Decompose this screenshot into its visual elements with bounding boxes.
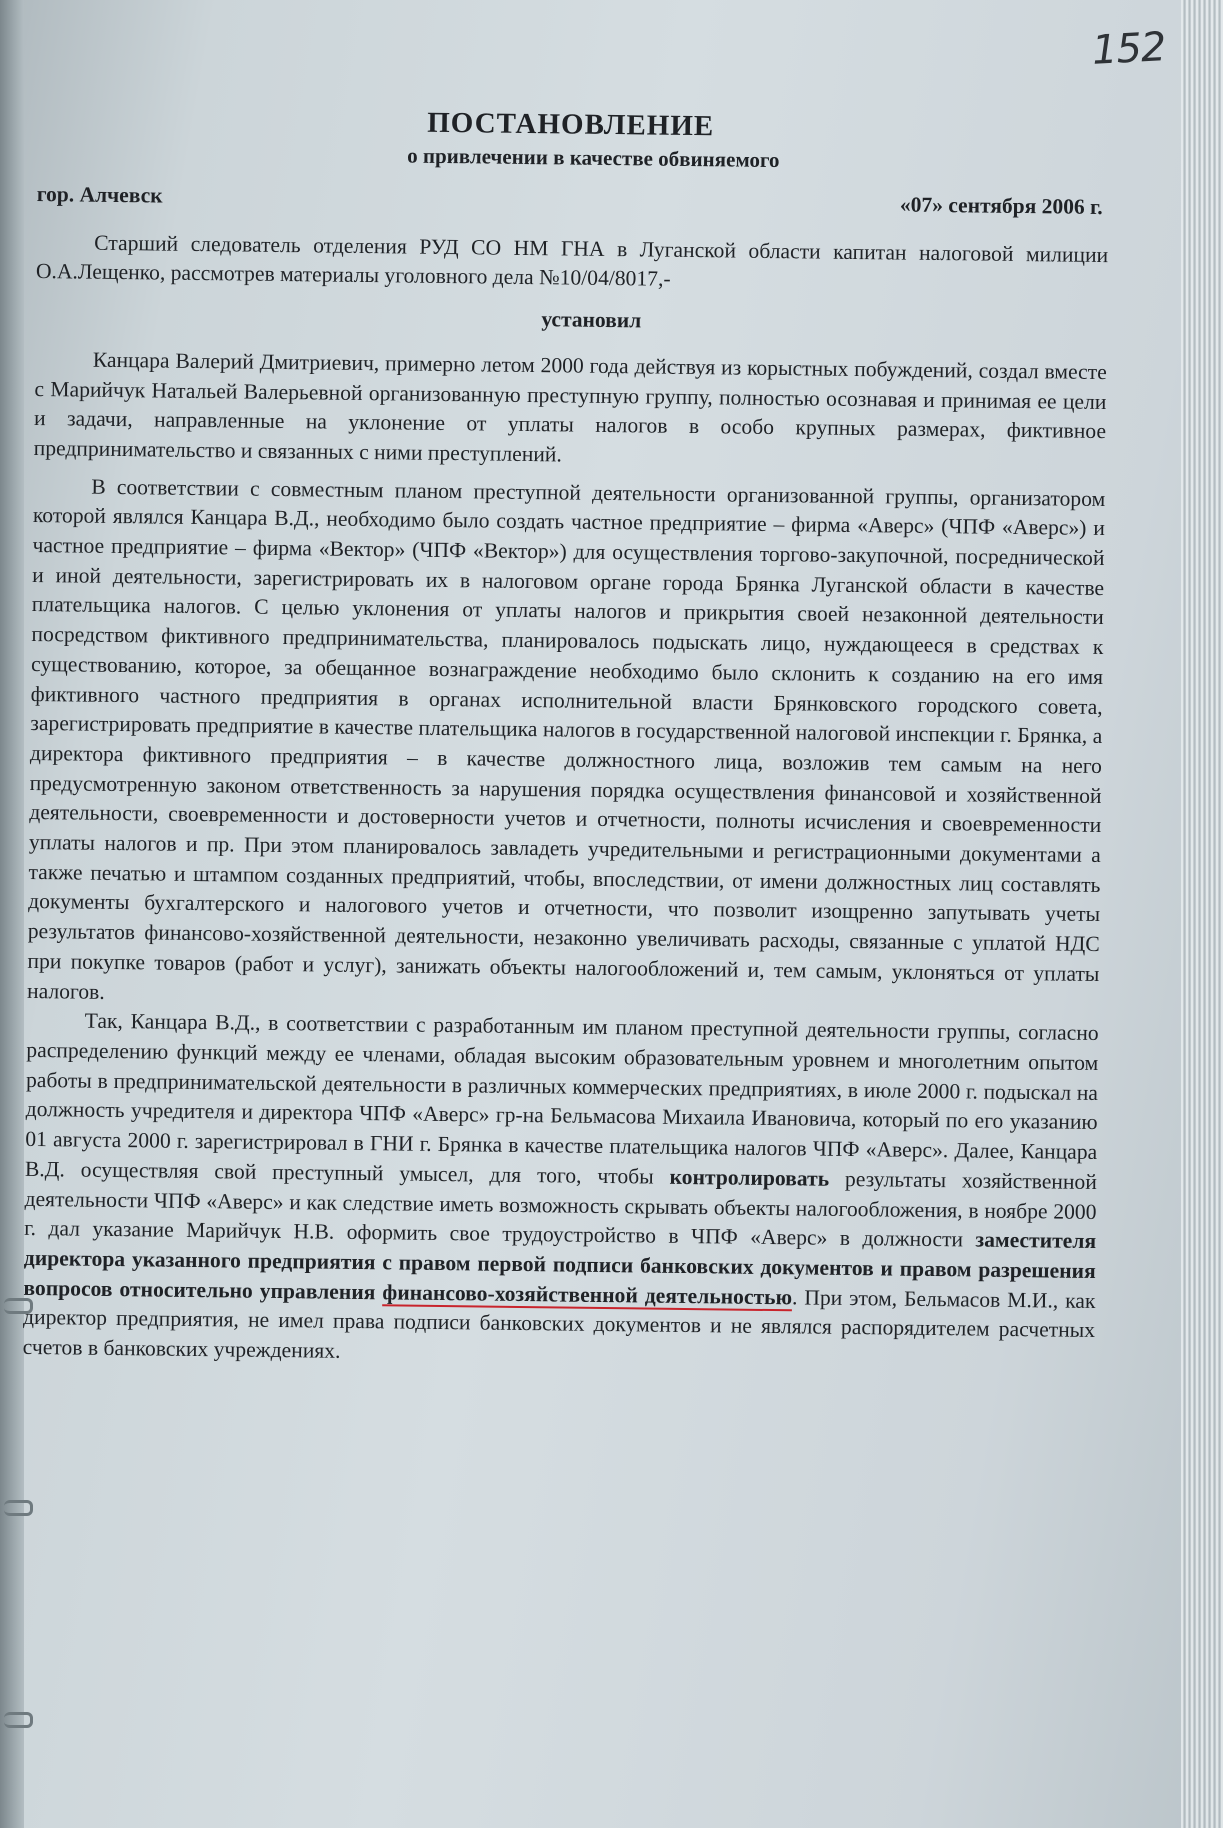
paragraph-2: В соответствии с совместным планом преступной деятельности организованной группы, организатором которой являлся Канцара В.Д., необходимо было создать частное предприятие – фирма «Аверс» (ЧПФ «Аверс») и частное предприятие – фирма «Вектор» (ЧПФ «Вектор») для осуществления торгово-закупочной, посреднической и иной деятельности, зарегистрировать их в налоговом органе города Брянка Луганской области в качестве плательщика налогов. С целью уклонения от уплаты налогов и прикрытия своей незаконной деятельности посредством фиктивного предпринимательства, планировалось подыскать лицо, нуждающееся в средствах к существованию, которое, за обещанное вознаграждение необходимо было склонить к созданию на его имя фиктивного частного предприятия в органах исполнительной власти Брянковского городского совета, зарегистрировать предприятие в качестве плательщика налогов в государственной налоговой инспекции г. Брянка, а директора фиктивного предприятия – в качестве должностного лица, возложив тем самым на него предусмотренную законом ответственность за нарушения порядка осуществления финансовой и хозяйственной деятельности, своевременности и достоверности учетов и отчетности, полноты исчисления и своевременности уплаты налогов и пр. При этом планировалось завладеть учредительными и регистрационными документами а также печатью и штампом созданных предприятий, чтобы, впоследствии, от имени должностных лиц составлять документы бухгалтерского и налогового учетов и отчетности, что позволит изощренно запутывать учеты результатов финансово-хозяйственной деятельности, незаконно увеличивать расходы, связанные с уплатой НДС при покупке товаров (работ и услуг), занижать объекты налогообложений и, тем самым, уклоняться от уплаты налогов. [26, 474, 1106, 1004]
document-title: ПОСТАНОВЛЕНИЕ [427, 106, 715, 143]
established-heading: установил [541, 307, 642, 333]
intro-paragraph: Старший следователь отделения РУД СО НМ ГНА в Луганской области капитан налоговой милиции О.А.Лещенко, рассмотрев материалы уголовного дела №10/04/8017,- [35, 230, 1109, 292]
document-body [23, 100, 1110, 1376]
paragraph-3-text: результаты хозяйственной деятельности ЧПФ «Аверс» и как следствие иметь возможность скрывать объекты налогообложения, в ноябре 2000 г. дал указание Марийчук Н.В. оформить свое трудоустройство в ЧПФ «Аверс» в должности [24, 1166, 1098, 1252]
paragraph-1: Канцара Валерий Дмитриевич, примерно летом 2000 года действуя из корыстных побуждений, создал вместе с Марийчук Натальей Валерьевной организованную преступную группу, полностью осознавая и принимая ее цели и задачи, направленные на уклонение от уплаты налогов в особо крупных размерах, фиктивное предпринимательство и связанных с ними преступлений. [33, 347, 1107, 467]
page-stack-edge [1181, 0, 1223, 1828]
paragraph-3-bold: заместителя директора указанного предприятия с правом первой подписи банковских документов и правом разрешения вопросов относительно управления [23, 1227, 1097, 1304]
paragraph-3-text: . При этом, Бельмасов М.И., как директор предприятия, не имел права подписи банковских документов и не являлся распорядителем расчетных счетов в банковских учреждениях. [22, 1284, 1096, 1363]
paragraph-3 [23, 1006, 1099, 1376]
staple-mark [4, 1500, 33, 1516]
document-date: «07» сентября 2006 г. [899, 192, 1103, 220]
document-subtitle: о привлечении в качестве обвиняемого [407, 143, 780, 173]
handwritten-page-number: 152 [1090, 24, 1167, 74]
binding-edge [0, 0, 24, 1828]
place-date-line [37, 180, 1109, 223]
paragraph-3-underlined-bold: финансово-хозяйственной деятельностью [382, 1279, 793, 1309]
document-place: гор. Алчевск [36, 181, 163, 208]
staple-mark [4, 1712, 33, 1728]
paragraph-3-text: Так, Канцара В.Д., в соответствии с разработанным им планом преступной деятельности группы, согласно распределению функций между ее членами, обладая высоким образовательным уровнем и многолетним опытом работы в предпринимательской деятельности в различных коммерческих предприятиях, в июле 2000 г. подыскал на должность учредителя и директора ЧПФ «Аверс» гр-на Бельмасова Михаила Ивановича, который по его указанию 01 августа 2000 г. зарегистрировал в ГНИ г. Брянка в качестве плательщика налогов ЧПФ «Аверс». Далее, Канцара В.Д. осуществляя свой преступный умысел, для того, чтобы [24, 1008, 1099, 1189]
paragraph-3-bold: контролировать [669, 1164, 830, 1191]
